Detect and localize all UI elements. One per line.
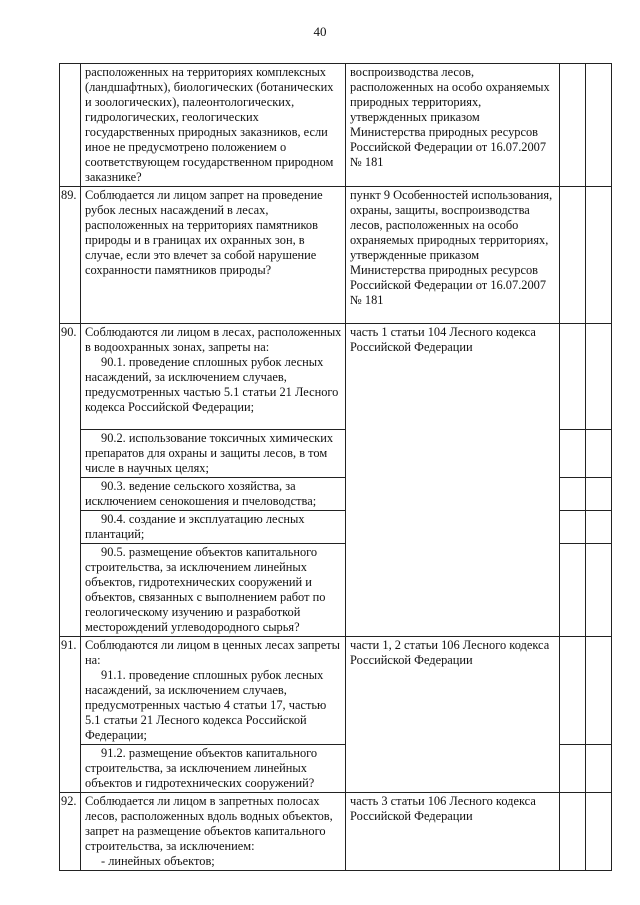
answer-cell [560, 793, 586, 871]
note-cell [586, 745, 612, 793]
reference-cell: часть 1 статьи 104 Лесного кодекса Российской Федерации [346, 324, 560, 637]
row-number: 89. [60, 187, 81, 324]
checklist-table [59, 63, 612, 871]
answer-cell [560, 478, 586, 511]
answer-cell [560, 187, 586, 324]
answer-cell [560, 544, 586, 637]
table-row [60, 187, 612, 324]
note-cell [586, 544, 612, 637]
reference-cell: воспроизводства лесов, расположенных на особо охраняемых природных территориях, утвержденных приказом Министерства природных ресурсов Российской Федерации от 16.07.2007 № 181 [346, 64, 560, 187]
table-row [60, 637, 612, 745]
table-row [60, 64, 612, 187]
answer-cell [560, 64, 586, 187]
note-cell [586, 187, 612, 324]
sub-question: 90.4. создание и эксплуатацию лесных плантаций; [81, 511, 346, 544]
row-number: 92. [60, 793, 81, 871]
question-cell: Соблюдается ли лицом запрет на проведение рубок лесных насаждений в лесах, расположенных на территориях памятников природы и в границах их охранных зон, в случае, если это влечет за собой нарушение сохранности памятников природы? [81, 187, 346, 324]
list-item: - линейных объектов; [101, 854, 215, 868]
question-cell: расположенных на территориях комплексных (ландшафтных), биологических (ботанических и зоологических), палеонтологических, гидрологических, геологических государственных природных заказников, если иное не предусмотрено положением о соответствующем государственном природном заказнике? [81, 64, 346, 187]
question-cell [81, 324, 346, 430]
note-cell [586, 64, 612, 187]
answer-cell [560, 324, 586, 430]
page-number: 40 [313, 24, 327, 39]
note-cell [586, 793, 612, 871]
reference-cell: пункт 9 Особенностей использования, охраны, защиты, воспроизводства лесов, расположенных на особо охраняемых природных территориях, утвержденные приказом Министерства природных ресурсов Российской Федерации от 16.07.2007 № 181 [346, 187, 560, 324]
note-cell [586, 637, 612, 745]
question-intro: Соблюдаются ли лицом в лесах, расположенных в водоохранных зонах, запреты на: [85, 325, 342, 354]
question-cell [81, 793, 346, 871]
note-cell [586, 324, 612, 430]
note-cell [586, 478, 612, 511]
sub-question: 90.1. проведение сплошных рубок лесных насаждений, за исключением случаев, предусмотренных частью 5.1 статьи 21 Лесного кодекса Российской Федерации; [85, 355, 339, 414]
sub-question: 90.3. ведение сельского хозяйства, за исключением сенокошения и пчеловодства; [81, 478, 346, 511]
question-cell [81, 637, 346, 745]
sub-question: 91.1. проведение сплошных рубок лесных насаждений, за исключением случаев, предусмотренных частью 4 статьи 17, частью 5.1 статьи 21 Лесного кодекса Российской Федерации; [85, 668, 327, 742]
answer-cell [560, 637, 586, 745]
answer-cell [560, 430, 586, 478]
note-cell [586, 511, 612, 544]
row-number: 91. [60, 637, 81, 793]
question-intro: Соблюдаются ли лицом в ценных лесах запреты на: [85, 638, 340, 667]
row-number: 90. [60, 324, 81, 637]
question-text: Соблюдается ли лицом в запретных полосах лесов, расположенных вдоль водных объектов, запрет на размещение объектов капитального строительства, за исключением: [85, 794, 333, 853]
reference-cell: часть 3 статьи 106 Лесного кодекса Российской Федерации [346, 793, 560, 871]
reference-cell: части 1, 2 статьи 106 Лесного кодекса Российской Федерации [346, 637, 560, 793]
table-row [60, 324, 612, 430]
note-cell [586, 430, 612, 478]
answer-cell [560, 511, 586, 544]
answer-cell [560, 745, 586, 793]
sub-question: 91.2. размещение объектов капитального строительства, за исключением линейных объектов и гидротехнических сооружений? [81, 745, 346, 793]
table-row [60, 793, 612, 871]
sub-question: 90.2. использование токсичных химических препаратов для охраны и защиты лесов, в том числе в научных целях; [81, 430, 346, 478]
sub-question: 90.5. размещение объектов капитального строительства, за исключением линейных объектов, гидротехнических сооружений и объектов, связанных с выполнением работ по геологическому изучению и разработкой месторождений углеводородного сырья? [81, 544, 346, 637]
row-number [60, 64, 81, 187]
